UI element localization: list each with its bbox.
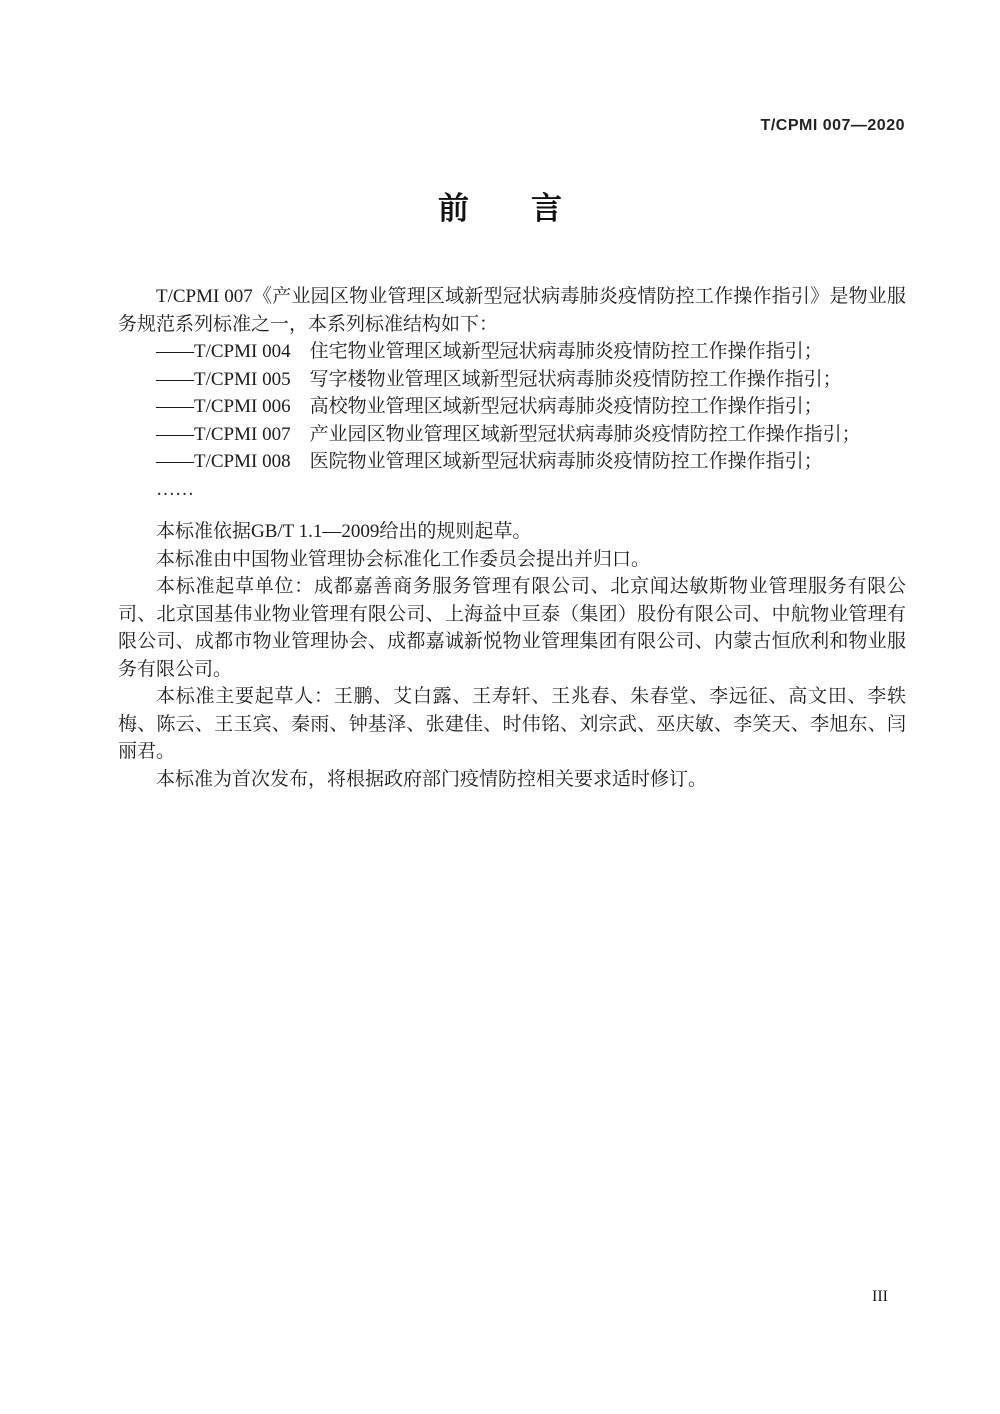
list-item-ellipsis: ……: [156, 478, 194, 500]
list-item-tcpmi-008: ——T/CPMI 008 医院物业管理区域新型冠状病毒肺炎疫情防控工作操作指引；: [156, 451, 823, 472]
paragraph-chief-drafters: 本标准主要起草人：王鹏、艾白露、王寿轩、王兆春、朱春堂、李远征、高文田、李轶梅、陈云、王玉宾、秦雨、钟基泽、张建佳、时伟铭、刘宗武、巫庆敏、李笑天、李旭东、闫丽君。: [118, 686, 906, 762]
page-title-foreword: 前 言: [438, 191, 562, 226]
list-item-tcpmi-006: ——T/CPMI 006 高校物业管理区域新型冠状病毒肺炎疫情防控工作操作指引；: [156, 396, 823, 417]
paragraph-proposed-by: 本标准由中国物业管理协会标准化工作委员会提出并归口。: [156, 548, 651, 570]
paragraph-first-release-note: 本标准为首次发布，将根据政府部门疫情防控相关要求适时修订。: [156, 768, 708, 790]
paragraph-drafting-organizations: 本标准起草单位：成都嘉善商务服务管理有限公司、北京闻达敏斯物业管理服务有限公司、北京国基伟业物业管理有限公司、上海益中亘泰（集团）股份有限公司、中航物业管理有限公司、成都市物业管理协会、成都嘉诚新悦物业管理集团有限公司、内蒙古恒欣利和物业服务有限公司。: [118, 576, 906, 680]
list-item-tcpmi-007: ——T/CPMI 007 产业园区物业管理区域新型冠状病毒肺炎疫情防控工作操作指引；: [156, 423, 861, 445]
paragraph-drafting-rules: 本标准依据GB/T 1.1—2009给出的规则起草。: [156, 521, 532, 542]
paragraph-series-intro: T/CPMI 007《产业园区物业管理区域新型冠状病毒肺炎疫情防控工作操作指引》是物业服务规范系列标准之一，本系列标准结构如下：: [118, 286, 906, 335]
list-item-tcpmi-004: ——T/CPMI 004 住宅物业管理区域新型冠状病毒肺炎疫情防控工作操作指引；: [156, 341, 823, 362]
page-number: III: [872, 1288, 888, 1305]
standard-code-header: T/CPMI 007—2020: [760, 117, 905, 134]
list-item-tcpmi-005: ——T/CPMI 005 写字楼物业管理区域新型冠状病毒肺炎疫情防控工作操作指引；: [156, 368, 842, 390]
foreword-body: [118, 283, 906, 793]
